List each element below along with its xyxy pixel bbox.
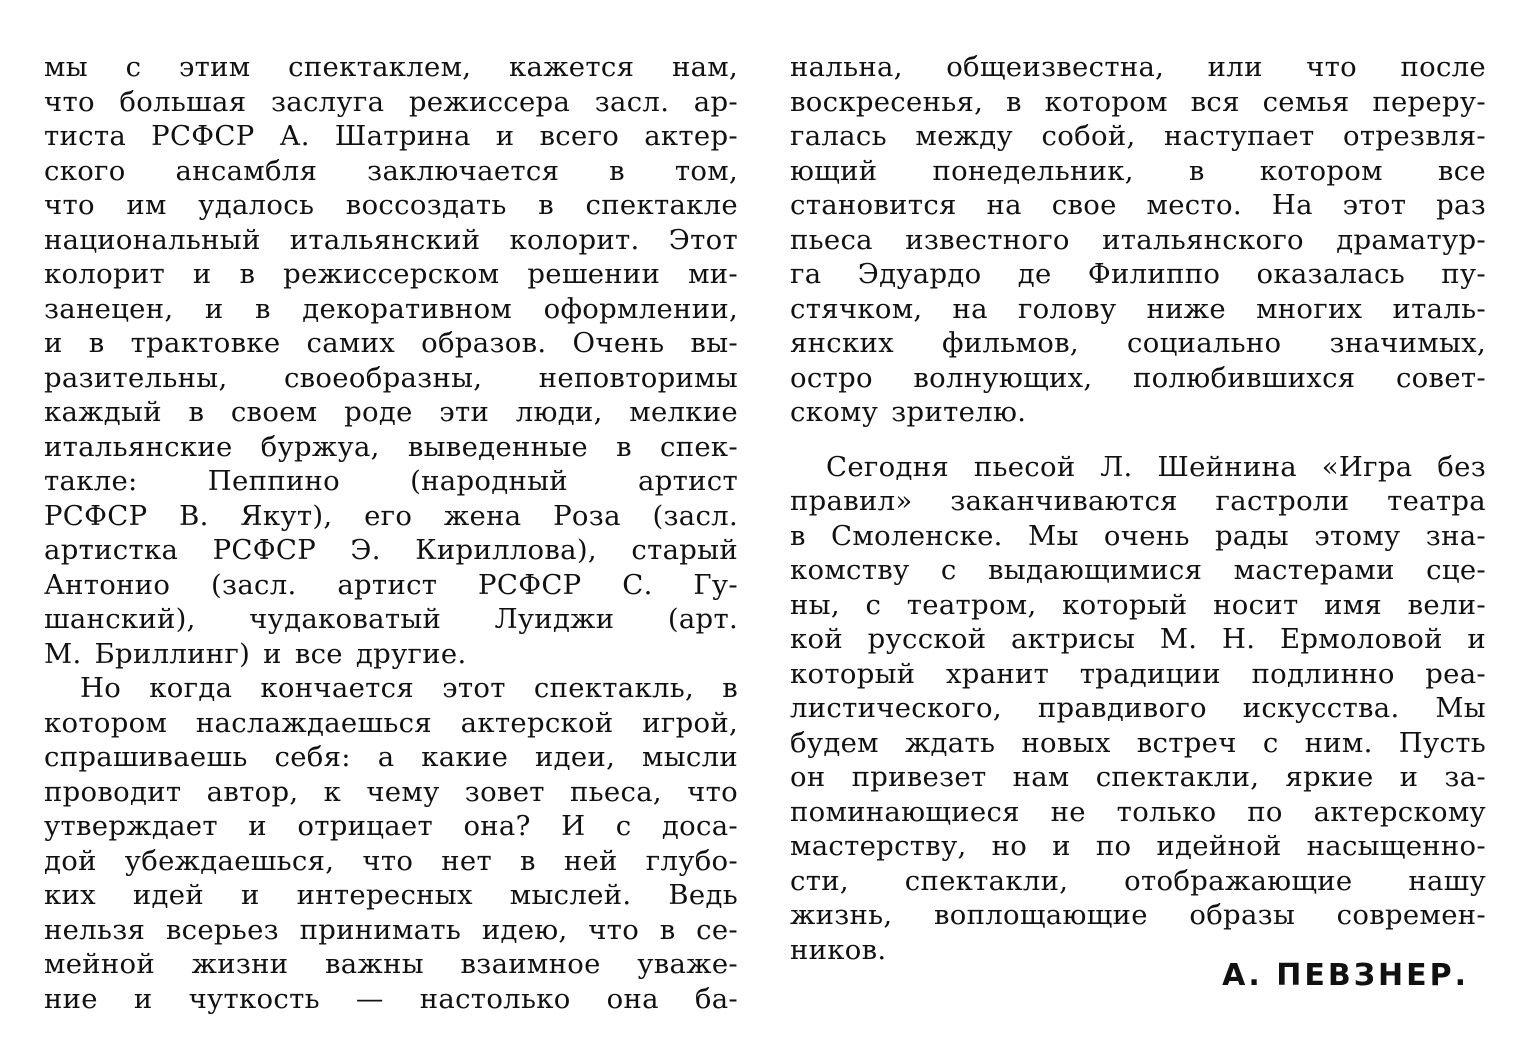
text-line: проводит автор, к чему зовет пьеса, что [44, 775, 738, 808]
text-line: комству с выдающимися мастерами сце- [790, 554, 1486, 586]
text-line: что им удалось воссоздать в спектакле [44, 189, 738, 221]
text-line: разительны, своеобразны, неповторимы [44, 361, 738, 394]
text-line: поминающиеся не только по актерскому [790, 795, 1486, 828]
text-line: пьеса известного итальянского драматур- [790, 223, 1486, 256]
text-line: ны, с театром, который носит имя вели- [790, 588, 1486, 621]
text-line: янских фильмов, социально значимых, [790, 327, 1486, 359]
text-line: воскресенья, в котором вся семья переру- [790, 85, 1486, 118]
text-line: и в трактовке самих образов. Очень вы- [44, 327, 738, 359]
right-paragraph-1 [790, 50, 1486, 430]
paragraph-gap [790, 430, 1486, 450]
text-line: ников. [790, 933, 887, 966]
text-line: который хранит традиции подлинно реа- [790, 657, 1486, 690]
text-line: Сегодня пьесой Л. Шейнина «Игра без [826, 450, 1486, 483]
text-line: жизнь, воплощающие образы современ- [790, 899, 1486, 931]
text-line: будем ждать новых встреч с ним. Пусть [790, 726, 1486, 759]
text-line: такле: Пеппино (народный артист [44, 465, 738, 497]
text-line: шанский), чудаковатый Луиджи (арт. [44, 603, 738, 635]
text-line: он привезет нам спектакли, яркие и за- [790, 761, 1486, 793]
left-paragraph-2 [44, 671, 738, 1016]
text-line: галась между собой, наступает отрезвля- [790, 120, 1486, 152]
text-line: га Эдуардо де Филиппо оказалась пу- [790, 258, 1486, 290]
text-line: нальна, общеизвестна, или что после [790, 51, 1486, 83]
text-line: спрашиваешь себя: а какие идеи, мысли [44, 741, 738, 773]
text-line: артистка РСФСР Э. Кириллова), старый [44, 534, 738, 566]
text-line: Но когда кончается этот спектакль, в [80, 672, 738, 704]
text-line: утверждает и отрицает она? И с доса- [44, 810, 738, 842]
text-line: ние и чуткость — настолько она ба- [44, 982, 738, 1015]
text-line: тиста РСФСР А. Шатрина и всего актер- [44, 120, 738, 152]
text-line: итальянские буржуа, выведенные в спек- [44, 430, 738, 463]
text-line: скому зрителю. [790, 396, 1027, 428]
text-line: Антонио (засл. артист РСФСР С. Гу- [44, 568, 738, 601]
text-line: М. Бриллинг) и все другие. [44, 637, 467, 670]
text-line: занецен, и в декоративном оформлении, [44, 292, 738, 325]
text-line: мы с этим спектаклем, кажется нам, [44, 51, 738, 83]
text-line: мастерству, но и по идейной насыщенно- [790, 830, 1486, 862]
text-line: сти, спектакли, отображающие нашу [790, 864, 1486, 897]
text-line: дой убеждаешься, что нет в ней глубо- [44, 844, 738, 877]
right-paragraph-2 [790, 450, 1486, 968]
text-line: что большая заслуга режиссера засл. ар- [44, 85, 738, 118]
text-line: кой русской актрисы М. Н. Ермоловой и [790, 623, 1486, 655]
text-line: каждый в своем роде эти люди, мелкие [44, 396, 738, 428]
author-signature: А. ПЕВЗНЕР. [1222, 958, 1469, 993]
left-paragraph-1 [44, 50, 738, 671]
text-line: мейной жизни важны взаимное уваже- [44, 948, 738, 980]
text-line: ющий понедельник, в котором все [790, 154, 1486, 187]
right-column [790, 50, 1486, 967]
text-line: становится на свое место. На этот раз [790, 189, 1486, 221]
text-line: стячком, на голову ниже многих италь- [790, 292, 1486, 325]
text-line: ского ансамбля заключается в том, [44, 154, 738, 187]
text-line: ких идей и интересных мыслей. Ведь [44, 879, 738, 911]
left-column [44, 50, 738, 1016]
text-line: котором наслаждаешься актерской игрой, [44, 706, 738, 739]
text-line: листического, правдивого искусства. Мы [790, 692, 1486, 724]
text-line: нельзя всерьез принимать идею, что в се- [44, 913, 738, 946]
text-line: в Смоленске. Мы очень рады этому зна- [790, 519, 1486, 552]
text-line: правил» заканчиваются гастроли театра [790, 485, 1486, 517]
text-line: РСФСР В. Якут), его жена Роза (засл. [44, 499, 738, 532]
text-line: национальный итальянский колорит. Этот [44, 223, 738, 256]
text-line: остро волнующих, полюбившихся совет- [790, 361, 1486, 394]
text-line: колорит и в режиссерском решении ми- [44, 258, 738, 290]
